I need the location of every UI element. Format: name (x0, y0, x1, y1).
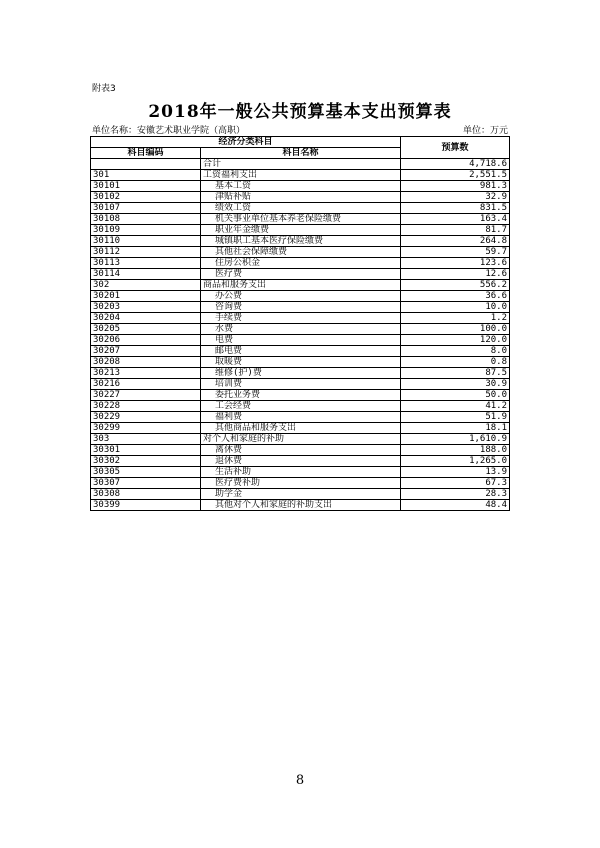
row-amount: 30.9 (401, 379, 510, 390)
row-name: 培训费 (201, 379, 401, 390)
row-amount: 1,265.0 (401, 456, 510, 467)
row-code: 30302 (91, 456, 201, 467)
row-code: 30110 (91, 236, 201, 247)
row-code: 30205 (91, 324, 201, 335)
row-amount: 41.2 (401, 401, 510, 412)
row-code: 30107 (91, 203, 201, 214)
row-name: 其他商品和服务支出 (201, 423, 401, 434)
table-row (91, 236, 510, 247)
row-amount: 188.0 (401, 445, 510, 456)
page-number: 8 (295, 773, 305, 788)
header-subject-name: 科目名称 (201, 148, 401, 159)
row-code: 30229 (91, 412, 201, 423)
row-code: 30299 (91, 423, 201, 434)
row-amount: 2,551.5 (401, 170, 510, 181)
row-name: 津贴补贴 (201, 192, 401, 203)
row-code: 30213 (91, 368, 201, 379)
row-amount: 556.2 (401, 280, 510, 291)
row-name: 医疗费补助 (201, 478, 401, 489)
table-row (91, 291, 510, 302)
table-row (91, 214, 510, 225)
row-name: 其他社会保障缴费 (201, 247, 401, 258)
row-amount: 981.3 (401, 181, 510, 192)
row-code: 301 (91, 170, 201, 181)
table-row (91, 225, 510, 236)
row-amount: 13.9 (401, 467, 510, 478)
header-economic-category: 经济分类科目 (91, 137, 401, 148)
annex-label: 附表3 (92, 84, 116, 94)
row-amount: 36.6 (401, 291, 510, 302)
row-name: 福利费 (201, 412, 401, 423)
row-amount: 32.9 (401, 192, 510, 203)
row-name: 绩效工资 (201, 203, 401, 214)
row-code: 30102 (91, 192, 201, 203)
row-code: 30301 (91, 445, 201, 456)
row-code: 30114 (91, 269, 201, 280)
row-name: 对个人和家庭的补助 (201, 434, 401, 445)
table-row (91, 269, 510, 280)
row-code: 30113 (91, 258, 201, 269)
row-name: 基本工资 (201, 181, 401, 192)
row-amount: 831.5 (401, 203, 510, 214)
table-body (91, 159, 510, 511)
table-row (91, 401, 510, 412)
row-code: 30204 (91, 313, 201, 324)
table-row (91, 159, 510, 170)
row-code: 30305 (91, 467, 201, 478)
row-amount: 50.0 (401, 390, 510, 401)
table-row (91, 489, 510, 500)
table-row (91, 346, 510, 357)
table-row (91, 412, 510, 423)
row-name: 其他对个人和家庭的补助支出 (201, 500, 401, 511)
row-amount: 120.0 (401, 335, 510, 346)
table-row (91, 203, 510, 214)
row-code: 30308 (91, 489, 201, 500)
row-name: 取暖费 (201, 357, 401, 368)
row-amount: 12.6 (401, 269, 510, 280)
row-amount: 123.6 (401, 258, 510, 269)
table-row (91, 258, 510, 269)
table-row (91, 467, 510, 478)
row-code: 30203 (91, 302, 201, 313)
unit-label: 单位：万元 (462, 126, 508, 136)
table-row (91, 247, 510, 258)
row-name: 助学金 (201, 489, 401, 500)
row-name: 商品和服务支出 (201, 280, 401, 291)
row-code: 30108 (91, 214, 201, 225)
row-amount: 48.4 (401, 500, 510, 511)
row-code: 30207 (91, 346, 201, 357)
row-amount: 1,610.9 (401, 434, 510, 445)
table-row (91, 357, 510, 368)
row-name: 机关事业单位基本养老保险缴费 (201, 214, 401, 225)
row-code: 30101 (91, 181, 201, 192)
row-amount: 100.0 (401, 324, 510, 335)
table-row (91, 478, 510, 489)
row-code: 302 (91, 280, 201, 291)
table-row (91, 313, 510, 324)
row-amount: 10.0 (401, 302, 510, 313)
row-amount: 87.5 (401, 368, 510, 379)
row-name: 退休费 (201, 456, 401, 467)
row-amount: 1.2 (401, 313, 510, 324)
row-name: 医疗费 (201, 269, 401, 280)
table-row (91, 434, 510, 445)
row-amount: 67.3 (401, 478, 510, 489)
row-name: 工资福利支出 (201, 170, 401, 181)
table-row (91, 379, 510, 390)
row-name: 职业年金缴费 (201, 225, 401, 236)
row-name: 手续费 (201, 313, 401, 324)
row-name: 办公费 (201, 291, 401, 302)
row-code: 30109 (91, 225, 201, 236)
table-row (91, 368, 510, 379)
row-code: 30208 (91, 357, 201, 368)
row-code: 30206 (91, 335, 201, 346)
row-amount: 8.0 (401, 346, 510, 357)
row-amount: 59.7 (401, 247, 510, 258)
row-amount: 0.8 (401, 357, 510, 368)
table-header (91, 137, 510, 159)
table-row (91, 445, 510, 456)
page-title: 2018年一般公共预算基本支出预算表 (148, 102, 452, 122)
row-amount: 4,718.6 (401, 159, 510, 170)
row-name: 水费 (201, 324, 401, 335)
row-name: 委托业务费 (201, 390, 401, 401)
table-row (91, 423, 510, 434)
table-row (91, 390, 510, 401)
table-row (91, 302, 510, 313)
row-name: 离休费 (201, 445, 401, 456)
row-name: 工会经费 (201, 401, 401, 412)
row-name: 生活补助 (201, 467, 401, 478)
row-code: 30227 (91, 390, 201, 401)
row-code: 30112 (91, 247, 201, 258)
row-amount: 28.3 (401, 489, 510, 500)
table-row (91, 456, 510, 467)
table-row (91, 335, 510, 346)
row-name: 城镇职工基本医疗保险缴费 (201, 236, 401, 247)
row-amount: 264.8 (401, 236, 510, 247)
row-amount: 18.1 (401, 423, 510, 434)
table-row (91, 324, 510, 335)
table-row (91, 192, 510, 203)
unit-name: 单位名称：安徽艺术职业学院（高职） (92, 126, 246, 136)
header-budget-amount: 预算数 (401, 137, 510, 159)
table-row (91, 170, 510, 181)
table-row (91, 181, 510, 192)
budget-table (90, 136, 510, 511)
row-amount: 163.4 (401, 214, 510, 225)
row-code: 30216 (91, 379, 201, 390)
row-amount: 51.9 (401, 412, 510, 423)
row-name: 咨询费 (201, 302, 401, 313)
row-name: 电费 (201, 335, 401, 346)
table-row (91, 280, 510, 291)
row-name: 合计 (201, 159, 401, 170)
row-name: 邮电费 (201, 346, 401, 357)
row-name: 维修(护)费 (201, 368, 401, 379)
table-row (91, 500, 510, 511)
row-amount: 81.7 (401, 225, 510, 236)
row-code: 30399 (91, 500, 201, 511)
header-subject-code: 科目编码 (91, 148, 201, 159)
row-code: 303 (91, 434, 201, 445)
row-code (91, 159, 201, 170)
row-code: 30307 (91, 478, 201, 489)
row-code: 30201 (91, 291, 201, 302)
row-name: 住房公积金 (201, 258, 401, 269)
row-code: 30228 (91, 401, 201, 412)
